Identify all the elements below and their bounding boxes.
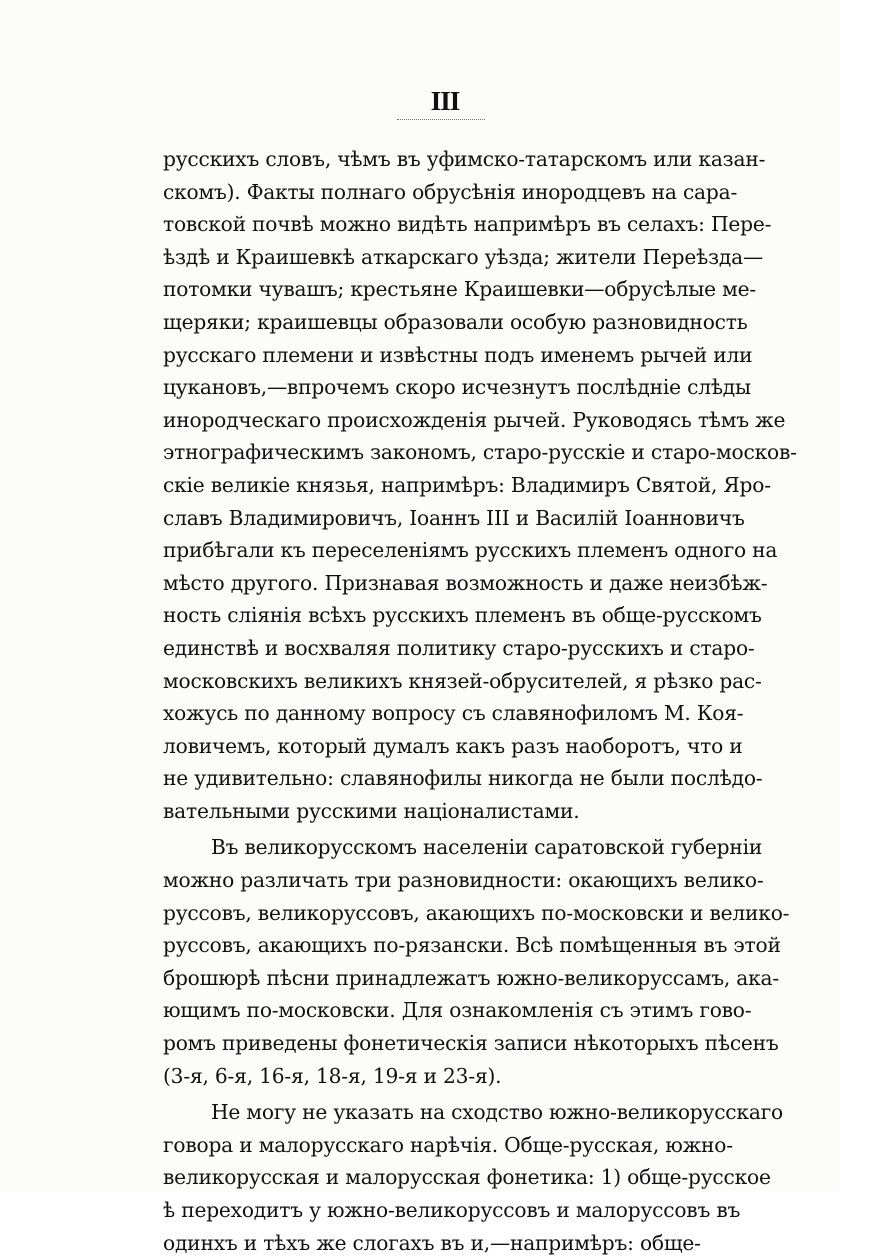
- paragraph: [163, 831, 790, 1092]
- text-line: потомки чувашъ; крестьяне Краишевки—обрусѣлые ме-: [163, 277, 756, 302]
- text-line: говора и малорусскаго нарѣчія. Обще-русская, южно-: [163, 1132, 733, 1157]
- text-line: этнографическимъ закономъ, старо-русскіе и старо-москов-: [163, 440, 797, 465]
- text-line: хожусь по данному вопросу съ славянофиломъ М. Коя-: [163, 701, 744, 726]
- page-number: III: [430, 86, 460, 116]
- text-line: русскаго племени и извѣстны подъ именемъ рычей или: [163, 342, 753, 367]
- text-line: русскихъ словъ, чѣмъ въ уфимско-татарскомъ или казан-: [163, 147, 766, 171]
- header-rule: [397, 119, 485, 120]
- text-line: скіе великіе князья, напримѣръ: Владимиръ Святой, Яро-: [163, 472, 771, 497]
- text-line: ромъ приведены фонетическія записи нѣкоторыхъ пѣсенъ: [163, 1031, 779, 1056]
- text-line: славъ Владимировичъ, Іоаннъ III и Василій Іоанновичъ: [163, 505, 745, 530]
- text-line: (3-я, 6-я, 16-я, 18-я, 19-я и 23-я).: [163, 1063, 502, 1088]
- text-line: прибѣгали къ переселеніямъ русскихъ племенъ одного на: [163, 538, 778, 563]
- paragraph: [163, 1096, 783, 1259]
- text-line: московскихъ великихъ князей-обрусителей, я рѣзко рас-: [163, 668, 762, 693]
- text-line: мѣсто другого. Признавая возможность и даже неизбѣж-: [163, 570, 768, 595]
- text-line: ѣ переходитъ у южно-великоруссовъ и малоруссовъ въ: [163, 1198, 741, 1222]
- text-line: инородческаго происхожденія рычей. Руководясь тѣмъ же: [163, 407, 786, 432]
- text-line: Въ великорусскомъ населеніи саратовской губерніи: [211, 835, 763, 860]
- text-line: вательными русскими націоналистами.: [163, 798, 580, 823]
- text-line: единствѣ и восхваляя политику старо-русскихъ и старо-: [163, 635, 755, 660]
- paragraph: [163, 143, 797, 827]
- text-line: руссовъ, великоруссовъ, акающихъ по-московски и велико-: [163, 900, 790, 925]
- text-line: ѣздѣ и Краишевкѣ аткарскаго уѣзда; жители Переѣзда—: [163, 244, 763, 269]
- text-line: руссовъ, акающихъ по-рязански. Всѣ помѣщенныя въ этой: [163, 933, 781, 958]
- body-text: [163, 143, 797, 1259]
- text-line: щеряки; краишевцы образовали особую разновидность: [163, 309, 748, 334]
- text-line: одинхъ и тѣхъ же слогахъ въ и,—напримѣръ: обще-: [163, 1230, 701, 1255]
- text-line: брошюрѣ пѣсни принадлежатъ южно-великоруссамъ, ака-: [163, 965, 779, 990]
- text-line: цукановъ,—впрочемъ скоро исчезнутъ послѣдніе слѣды: [163, 375, 751, 400]
- text-line: товской почвѣ можно видѣть напримѣръ въ селахъ: Пере-: [163, 212, 772, 237]
- text-line: не удивительно: славянофилы никогда не были послѣдо-: [163, 766, 763, 791]
- text-line: ловичемъ, который думалъ какъ разъ наоборотъ, что и: [163, 733, 743, 758]
- text-line: ющимъ по-московски. Для ознакомленія съ этимъ гово-: [163, 998, 752, 1023]
- text-line: ность сліянія всѣхъ русскихъ племенъ въ обще-русскомъ: [163, 603, 762, 628]
- text-line: можно различать три разновидности: окающихъ велико-: [163, 868, 764, 893]
- text-line: Не могу не указать на сходство южно-великорусскаго: [211, 1100, 783, 1125]
- text-line: великорусская и малорусская фонетика: 1) обще-русское: [163, 1165, 771, 1190]
- text-line: скомъ). Факты полнаго обрусѣнія инородцевъ на сара-: [163, 179, 738, 204]
